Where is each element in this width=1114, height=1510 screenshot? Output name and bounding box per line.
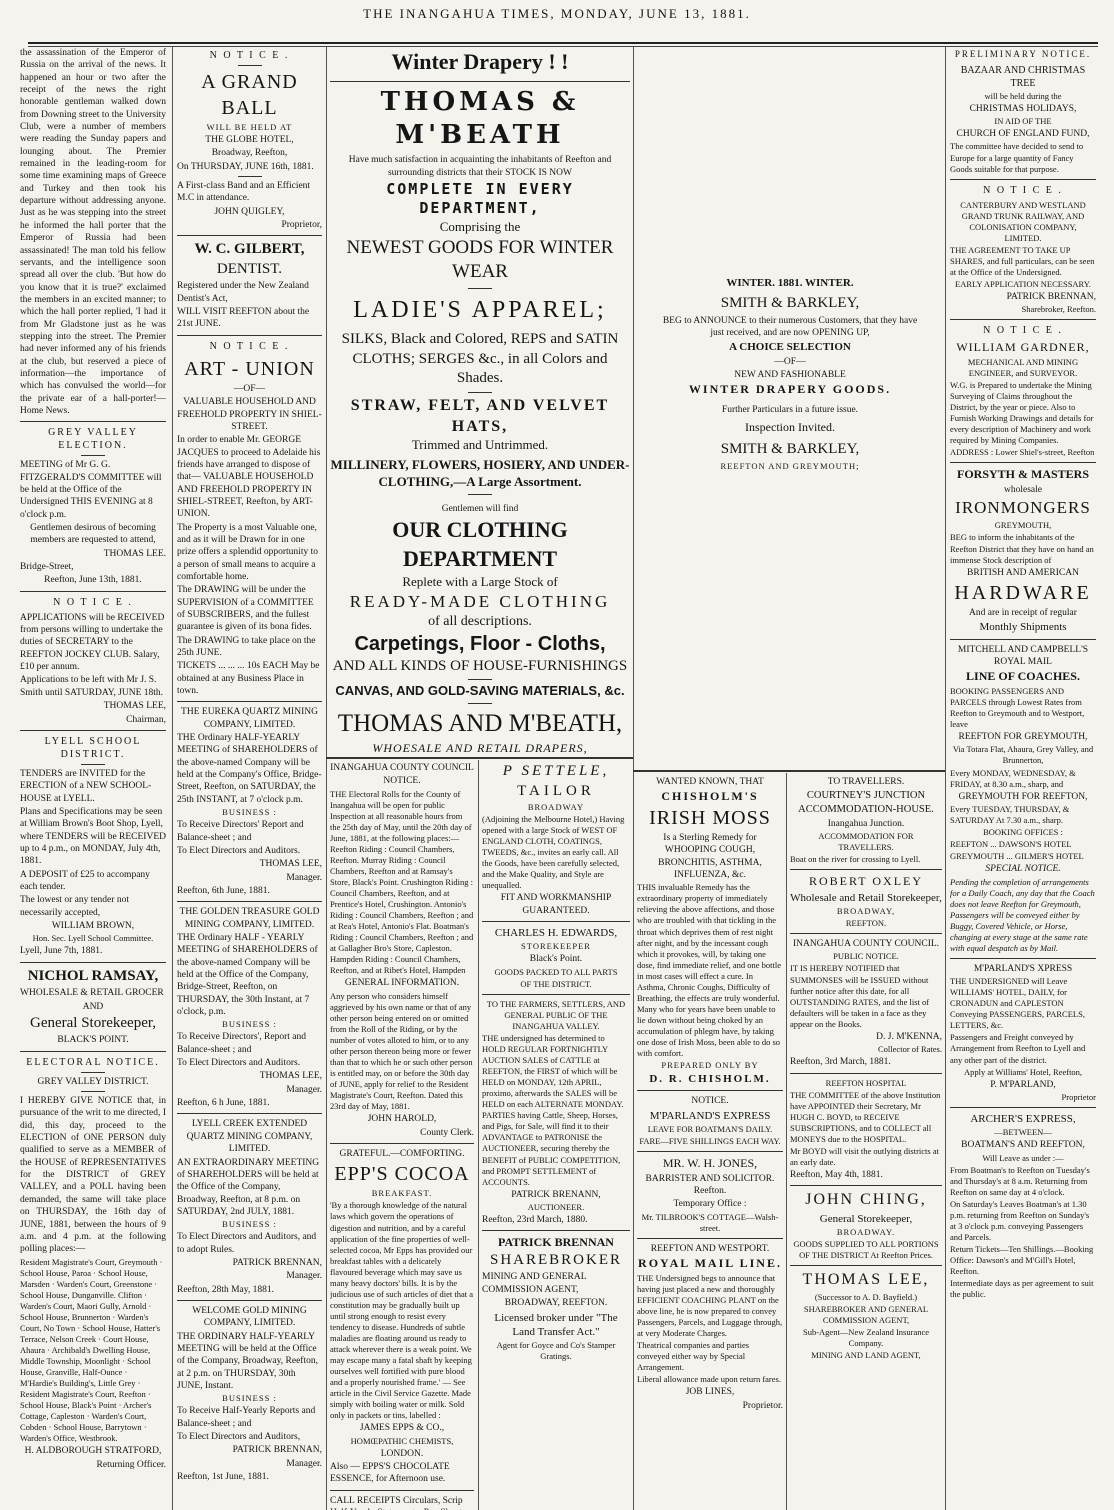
royal-mail-heading: ROYAL MAIL LINE.: [638, 1256, 782, 1271]
electoral-notice-heading: ELECTORAL NOTICE.: [26, 1056, 160, 1068]
drapery-clothing-department: OUR CLOTHING DEPARTMENT: [392, 517, 568, 572]
grey-valley-election-heading: GREY VALLEY ELECTION.: [48, 427, 138, 452]
coaches-schedule-2: Every TUESDAY, THURSDAY, & SATURDAY At 7.30 a.m., sharp.: [950, 803, 1070, 825]
gilbert-name: W. C. GILBERT,: [194, 241, 305, 258]
jockey-club-text: APPLICATIONS will be RECEIVED from persons willing to undertake the duties of SECRETARY to the REEFTON JOCKEY CLUB. Salary, £10 per annum.: [20, 612, 165, 673]
coaches-greymouth-reefton: GREYMOUTH FOR REEFTON,: [958, 791, 1088, 802]
epps-firm: JAMES EPPS & CO.,: [359, 1423, 445, 1434]
art-union-text-1: VALUABLE HOUSEHOLD AND FREEHOLD PROPERTY IN SHIEL-STREET.: [177, 397, 322, 432]
notice-heading: N O T I C E .: [53, 596, 133, 608]
county-council-heading: INANGAHUA COUNTY COUNCIL.: [792, 939, 940, 950]
jones-office: Temporary Office :: [673, 1199, 747, 1210]
drapery-millinery: MILLINERY, FLOWERS, HOSIERY, AND UNDER-CLOTHING,—A Large Assortment.: [330, 457, 630, 490]
irish-moss-remedy: Is a Sterling Remedy for WHOOPING COUGH, BRONCHITIS, ASTHMA, INFLUENZA, &c.: [658, 832, 762, 880]
grand-ball-role: Proprietor,: [281, 220, 322, 231]
brennan-broker-name: PATRICK BRENNAN: [498, 1235, 614, 1250]
archers-text-2: On Saturday's Leaves Boatman's at 1.30 p.m. returning from Reefton on Sunday's at 3 o'clock p.m. conveying Passengers and Parcels.: [950, 1198, 1090, 1243]
county-council-role: Collector of Rates.: [878, 1044, 942, 1055]
brennan-broker-text: MINING AND GENERAL COMMISSION AGENT,: [482, 1272, 587, 1295]
eureka-item-1: To Receive Directors' Report and Balance-sheet ; and: [177, 820, 304, 843]
column-divider: [172, 46, 173, 1510]
column-divider: [633, 46, 634, 1510]
royal-mail-role: Proprietor.: [742, 1400, 783, 1411]
electoral-district: GREY VALLEY DISTRICT.: [37, 1076, 149, 1087]
eureka-item-2: To Elect Directors and Auditors.: [177, 845, 301, 856]
mparland-express: M'PARLAND'S EXPRESS: [649, 1109, 771, 1122]
mparland-xpress-role: Proprietor: [1061, 1091, 1096, 1102]
forsyth-text: BEG to inform the inhabitants of the Reefton District that they have on hand an immense Stock description of: [950, 532, 1094, 565]
county-council-signature: D. J. M'KENNA,: [876, 1031, 942, 1042]
welcome-gold-business: BUSINESS :: [222, 1393, 277, 1404]
railway-signature: PATRICK BRENNAN,: [1006, 291, 1096, 302]
masthead-rule: [28, 42, 1098, 44]
lyell-school-heading: LYELL SCHOOL DISTRICT.: [44, 735, 142, 760]
inangahua-council-text: THE Electoral Rolls for the County of Inangahua will be open for public Inspection at all reasonable hours from the 25th day of May, until the 20th day of June, 1881, at the following places:— Reefton Riding : Council Chambers, Reefton. Murray Riding : Council Chambers, Reefton and at Ramsay's Store, Black's Point. Crushington Riding : Council Chambers, Reefton, and at Prentice's Hotel, Crushington. Antonio's Riding : Council Chambers, Reefton ; and at Rea's Hotel, Antonio's Flat. Boatman's Riding : Council Chambers, Reefton ; and at Gallagher Bro's Store, Capleston. Hampden Riding : Council Chambers, Reefton, and at Ribet's Hotel, Hampden: [330, 788, 474, 976]
nichol-ramsay-name: NICHOL RAMSAY,: [27, 967, 159, 984]
royal-mail-text: THE Undersigned begs to announce that having just placed a new and thoroughly EFFICIENT COACHING PLANT on the above line, he is now prepared to convey Passengers, Parcels, and Luggage through, at very Moderate Charges.: [637, 1272, 783, 1339]
grey-valley-signature: THOMAS LEE.: [103, 548, 166, 559]
brennan-auction-signature: PATRICK BRENANN,: [511, 1189, 601, 1200]
coaches-reefton-greymouth: REEFTON FOR GREYMOUTH,: [958, 732, 1088, 743]
lyell-school-text: TENDERS are INVITED for the ERECTION of a NEW SCHOOL-HOUSE at LYELL.: [20, 768, 152, 804]
edwards-goods-2: OF THE DISTRICT.: [520, 978, 592, 989]
gardner-text: W.G. is Prepared to undertake the Mining Surveying of Claims throughout the District, by the year or piece. Also to Furnish Working Drawings and details for every description of Machinery and work required by Mining Companies.: [950, 380, 1094, 446]
council-clerk-role: County Clerk.: [420, 1127, 474, 1138]
lyell-school-signature: WILLIAM BROWN,: [51, 920, 135, 931]
electoral-text: I HEREBY GIVE NOTICE that, in pursuance of the writ to me directed, I did, this day, proceed to the ELECTION of ONE PERSON duly qualified to serve as a MEMBER of the HOUSE of REPRESENTATIVES for the DISTRICT of GREY VALLEY, and a POLL having been demanded, the same will take place on THURSDAY, the 16th day of JUNE, 1881, between the hours of 9 a.m. and 4 p.m. at the following polling places:—: [20, 1096, 166, 1255]
coaches-text: BOOKING PASSENGERS AND PARCELS through Lowest Rates from Reefton to Greymouth and to Westport, leave: [950, 685, 1085, 730]
electoral-role: Returning Officer.: [96, 1459, 166, 1470]
jones-name: MR. W. H. JONES,: [662, 1156, 758, 1171]
welcome-gold-date: Reefton, 1st June, 1881.: [177, 1472, 269, 1483]
epps-city: LONDON.: [380, 1448, 424, 1459]
travellers-heading: TO TRAVELLERS.: [827, 777, 905, 787]
county-council-public-notice: PUBLIC NOTICE.: [833, 951, 899, 962]
railway-application: EARLY APPLICATION NECESSARY.: [955, 278, 1091, 289]
art-union-text-3: The Property is a most Valuable one, and as it will be Drawn for in one prize offers a splendid opportunity to a person of small means to acquire a comfortable home.: [177, 522, 318, 582]
thomas-lee-role: SHAREBROKER AND GENERAL COMMISSION AGENT,: [803, 1304, 929, 1326]
forsyth-shipments: Monthly Shipments: [979, 621, 1067, 634]
drapery-ladies-apparel: LADIE'S APPAREL;: [353, 297, 607, 324]
smith-barkley-of: —OF—: [774, 356, 806, 367]
advert-divider: [633, 770, 945, 772]
mitchell-campbell-heading: MITCHELL AND CAMPBELL'S ROYAL MAIL: [957, 644, 1089, 667]
edwards-goods: GOODS PACKED TO ALL PARTS: [494, 966, 618, 977]
lyell-creek-date: Reefton, 28th May, 1881.: [177, 1284, 275, 1295]
drapery-descriptions: of all descriptions.: [428, 613, 532, 629]
royal-mail-signature: JOB LINES,: [685, 1387, 735, 1398]
hospital-date: Reefton, May 4th, 1881.: [790, 1169, 883, 1180]
coaches-special-text: Pending the completion of arrangements for a Daily Coach, any day that the Coach does not leave Reefton for Greymouth, Passengers will be conveyed either by Buggy, Covered Vehicle, or Horse, changing at every stage at the same rate with equal despatch as by Mail.: [950, 876, 1095, 953]
john-ching-trade: General Storekeeper,: [819, 1213, 913, 1226]
forsyth-hardware: HARDWARE: [954, 581, 1092, 604]
forsyth-ironmongers: IRONMONGERS: [955, 498, 1091, 518]
drapery-firm-footer: THOMAS AND M'BEATH,: [337, 710, 623, 738]
brennan-auction-text: THE undersigned has determined to HOLD REGULAR FORTNIGHTLY AUCTION SALES of CATTLE at REEFTON, the FIRST of which will be HELD on MONDAY, 12th APRIL, proximo, afterwards the SALES will be HELD on each ALTERNATE MONDAY. PARTIES having Cattle, Sheep, Horses, and Pigs, for Sale, will find it to their ADVANTAGE to PATRONISE the AUCTIONEER, securing thereby the BENEFIT of PUBLIC COMPETITION, and PROMPT SETTLEMENT of ACCOUNTS.: [482, 1032, 624, 1187]
irish-moss-text: THIS invaluable Remedy has the extraordinary property of immediately relieving the above affections, and those who are troubled with that tickling in the throat which deprives them of rest night after night, and by the incessant cough which it provokes, will, by taking one dose, find immediate relief, and one bottle in most cases will effect a cure. In Asthma, Chronic Coughs, Difficulty of Breathing, the effects are truly wonderful. Many who for years have been unable to lie down without being choked by an accumulation of phlegm have, by taking one dose of Irish Moss, been able to do so with comfort.: [637, 882, 781, 1059]
drapery-hats: STRAW, FELT, AND VELVET HATS,: [350, 396, 610, 435]
column-3b: [482, 762, 630, 1510]
nichol-ramsay-place: BLACK'S POINT.: [57, 1035, 129, 1046]
eureka-signature: THOMAS LEE,: [259, 859, 322, 870]
mparland-xpress-signature: P. M'PARLAND,: [990, 1079, 1056, 1090]
bazaar-aid: IN AID OF THE: [994, 116, 1052, 127]
oxley-trade: Wholesale and Retail Storekeeper,: [790, 891, 942, 904]
edwards-name: CHARLES H. EDWARDS,: [494, 927, 618, 940]
eureka-business: BUSINESS :: [222, 807, 277, 818]
grand-ball-title: A GRAND BALL: [201, 71, 298, 119]
column-3a: [330, 762, 474, 1510]
bazaar-title: BAZAAR AND CHRISTMAS TREE: [960, 64, 1086, 89]
grand-ball-band: A First-class Band and an Efficient M.C in attendance.: [177, 181, 311, 204]
smith-barkley-inspection: Inspection Invited.: [745, 420, 835, 435]
epps-grateful: GRATEFUL.—COMFORTING.: [339, 1149, 465, 1160]
column-divider: [945, 46, 946, 1510]
coaches-via: Via Totara Flat, Ahaura, Grey Valley, and Brunnerton,: [952, 744, 1094, 766]
nichol-ramsay-storekeeper: General Storekeeper,: [30, 1014, 156, 1031]
irish-moss-title: IRISH MOSS: [649, 806, 771, 829]
lyell-creek-signature: PATRICK BRENNAN,: [232, 1257, 322, 1268]
archers-under: Will Leave as under :—: [982, 1152, 1064, 1163]
golden-treasure-date: Reefton, 6 h June, 1881.: [177, 1098, 270, 1109]
gardner-name: WILLIAM GARDNER,: [956, 340, 1090, 355]
golden-treasure-heading: THE GOLDEN TREASURE GOLD MINING COMPANY, LIMITED.: [179, 907, 320, 930]
coaches-schedule-1: Every MONDAY, WEDNESDAY, & FRIDAY, at 8.30 a.m., sharp, and: [950, 767, 1076, 789]
welcome-gold-item-1: To Receive Half-Yearly Reports and Balance-sheet ; and: [177, 1406, 316, 1429]
smith-barkley-fashionable: NEW AND FASHIONABLE: [734, 370, 846, 381]
welcome-gold-role: Manager.: [286, 1458, 322, 1469]
john-ching-goods: GOODS SUPPLIED TO ALL PORTIONS OF THE DISTRICT At Reefton Prices.: [793, 1239, 939, 1261]
gardner-address: ADDRESS : Lower Shiel's-street, Reefton: [950, 447, 1095, 458]
reefton-westport-heading: REEFTON AND WESTPORT.: [650, 1243, 770, 1254]
brennan-broker-licence: Licensed broker under "The Land Transfer Act.": [494, 1311, 618, 1338]
column-divider: [786, 773, 787, 1510]
forsyth-regular: And are in receipt of regular: [969, 607, 1077, 618]
epps-cocoa-title: EPP'S COCOA: [334, 1163, 470, 1186]
drapery-ready-made: READY-MADE CLOTHING: [349, 591, 611, 611]
gilbert-text-2: WILL VISIT REEFTON about the 21st JUNE.: [177, 307, 310, 330]
grey-valley-date: Reefton, June 13th, 1881.: [44, 575, 142, 586]
call-receipts-text: CALL RECEIPTS Circulars, Scrip: [330, 1495, 463, 1506]
smith-barkley-towns: REEFTON AND GREYMOUTH;: [720, 460, 860, 471]
welcome-gold-item-2: To Elect Directors and Auditors,: [177, 1432, 301, 1443]
brennan-auction-role: AUCTIONEER.: [527, 1201, 585, 1212]
column-divider: [326, 46, 327, 1510]
eureka-role: Manager.: [286, 872, 322, 883]
hospital-heading: REEFTON HOSPITAL: [825, 1077, 907, 1088]
jockey-club-role: Chairman,: [126, 714, 166, 725]
art-union-text-5: The DRAWING to take place on the 25th JUNE.: [177, 635, 316, 659]
smith-barkley-text-1: BEG to ANNOUNCE to their numerous Customers, that they have just received, and are now OPENING UP,: [662, 315, 918, 339]
inangahua-council-heading: INANGAHUA COUNTY COUNCIL: [330, 763, 474, 773]
grand-ball-text-1: WILL BE HELD AT: [206, 122, 293, 132]
brennan-broker-agent: Agent for Goyce and Co's Stamper Gratings.: [496, 1340, 616, 1362]
lyell-creek-text: AN EXTRAORDINARY MEETING of SHAREHOLDERS will be held at the Office of the Company, Broadway, Reefton, at 8 p.m. on SATURDAY, 2nd JULY, 1881.: [177, 1157, 320, 1217]
oxley-place: BROADWAY,: [836, 906, 896, 916]
grey-valley-text-2: Gentlemen desirous of becoming members are requested to attend,: [30, 523, 156, 546]
nichol-ramsay-and: AND: [82, 1001, 104, 1012]
royal-mail-text-2: Theatrical companies and parties conveyed either way by Special Arrangement.: [637, 1340, 750, 1373]
art-union-of: —OF—: [233, 383, 266, 394]
jones-text: BARRISTER AND SOLICITOR. Reefton.: [645, 1173, 775, 1197]
drapery-replete: Replete with a Large Stock of: [402, 573, 558, 589]
mparland-notice: NOTICE.: [691, 1096, 729, 1107]
mparland-xpress-apply: Apply at Williams' Hotel, Reefton,: [963, 1066, 1083, 1077]
edwards-place: Black's Point.: [529, 954, 583, 965]
coaches-special-notice: SPECIAL NOTICE.: [985, 864, 1061, 875]
art-union-text-4: The DRAWING will be under the SUPERVISION of a COMMITTEE of SUBSCRIBERS, and the fullest guarantee is given of its bona fides.: [177, 585, 314, 633]
drapery-comprising: Comprising the: [439, 218, 521, 234]
hospital-text: THE COMMITTEE of the above Institution have APPOINTED their Secretary, Mr HUGH C. BOYD, to RECEIVE SUBSCRIPTIONS, and to COLLECT all MONEYS due to the HOSPITAL.: [790, 1089, 941, 1144]
general-information-text: Any person who considers himself aggrieved by his own name or that of any other person being entered on or omitted from the Roll of the Riding, or by the number of votes alloted to him, or to any other person thereon being more or fewer than that to which he or such other person is entitled may, on or before the 30th day of JUNE, apply for relief to the Resident Magistrate's Court, Reefton. Dated this 23rd day of May, 1881.: [330, 990, 473, 1112]
drapery-text-1: Have much satisfaction in acquainting the inhabitants of Reefton and surrounding districts that their STOCK IS NOW: [348, 155, 612, 178]
electoral-polling-places: Resident Magistrate's Court, Greymouth · School House, Paroa · School House, Marsden · Warden's Court, Greenstone · School House, Dunganville. Clifton · Warden's Court, Maori Gully, Arnold · School House, Brunnerton · Warden's Court, No Town · School House, Hatter's Terrace, Nelson Creek · Court House, Ahaura · Archibald's Dwelling House, Middle Township, Moonlight · School House, Granville, Half-Ounce · M'Hardie's Building's, Little Grey · Resident Magistrate's Court, Reefton · School House, Black's Point · Archer's Cottage, Capleston · Warden's Court, Cobden · School House, Barrytown · Warden's Office, Westbrook.: [20, 1256, 163, 1444]
brennan-broker-place: BROADWAY, REEFTON.: [504, 1298, 608, 1309]
hospital-text-2: Mr BOYD will visit the outlying districts at an early date.: [790, 1145, 939, 1167]
thomas-lee-mining: MINING AND LAND AGENT,: [811, 1350, 921, 1361]
jockey-club-signature: THOMAS LEE,: [103, 701, 166, 712]
chisholm-name: CHISHOLM'S: [661, 789, 759, 804]
archers-text-1: From Boatman's to Reefton on Tuesday's and Thursday's at 8 a.m. Returning from Reefton on same day at 4 o'clock.: [950, 1164, 1090, 1197]
coaches-booking: BOOKING OFFICES :: [983, 827, 1063, 838]
settele-fit: FIT AND WORKMANSHIP GUARANTEED.: [500, 893, 612, 916]
mparland-daily: LEAVE FOR BOATMAN'S DAILY.: [647, 1124, 773, 1135]
archers-text-4: Intermediate days as per agreement to suit the public.: [950, 1278, 1094, 1300]
county-council-text: IT IS HEREBY NOTIFIED that SUMMONSES will be ISSUED without further notice after this date, for all OUTSTANDING RATES, and the list of defaulters will be taken in a face as they appear on the Books.: [790, 963, 930, 1029]
gardner-role: MECHANICAL AND MINING ENGINEER, and SURVEYOR.: [967, 356, 1079, 379]
grand-ball-date: On THURSDAY, JUNE 16th, 1881.: [177, 161, 314, 172]
courtney-place: Inangahua Junction.: [827, 818, 905, 829]
gardner-notice-heading: N O T I C E .: [983, 325, 1063, 337]
epps-chemists: HOMŒPATHIC CHEMISTS,: [350, 1435, 454, 1446]
art-union-text-6: TICKETS ... ... ... 10s EACH May be obtained at any Business Place in town.: [177, 661, 320, 697]
epps-text: 'By a thorough knowledge of the natural laws which govern the operations of digestion and nutrition, and by a careful application of the fine properties of well-selected cocoa, Mr Epps has provided our breakfast tables with a delicately flavoured beverage which may save us many heavy doctors' bills. It is by the judicious use of such articles of diet that a constitution may be gradually built up until strong enough to resist every tendency to disease. Hundreds of subtle maladies are floating around us ready to attack wherever there is a weak point. We may escape many a fatal shaft by keeping ourselves well fortified with pure blood and a properly nourished frame.' — See article in the Civil Service Gazette. Made simply with boiling water or milk. Sold only in packets or tins, labelled :: [330, 1200, 474, 1421]
welcome-gold-signature: PATRICK BRENNAN,: [232, 1445, 322, 1456]
grey-valley-address: Bridge-Street,: [20, 562, 74, 573]
coaches-office-greymouth: GREYMOUTH ... GILMER'S HOTEL: [950, 851, 1084, 862]
preliminary-notice-heading: PRELIMINARY NOTICE.: [954, 49, 1092, 59]
lyell-school-text-4: The lowest or any tender not necessarily accepted,: [20, 895, 129, 918]
settele-text: (Adjoining the Melbourne Hotel,) Having opened with a large Stock of WEST OF ENGLAND CLOTH, COATINGS, TWEEDS, &c., invites an early call. All the Goods, have been carefully selected, and the Make Quality, and Style are unequalled.: [482, 814, 625, 891]
brennan-auction-date: Reefton, 23rd March, 1880.: [482, 1215, 588, 1226]
smith-barkley-winter: WINTER. 1881. WINTER.: [726, 277, 854, 289]
art-union-notice-heading: N O T I C E .: [209, 340, 290, 352]
forsyth-british: BRITISH AND AMERICAN: [967, 567, 1079, 578]
golden-treasure-role: Manager.: [286, 1084, 322, 1095]
settele-trade: TAILOR: [517, 782, 595, 799]
thomas-lee-name: THOMAS LEE,: [802, 1271, 930, 1289]
john-ching-place: BROADWAY.: [836, 1227, 896, 1238]
royal-mail-text-3: Liberal allowance made upon return fares.: [637, 1374, 781, 1385]
mparland-xpress-text: THE UNDERSIGNED will Leave WILLIAMS' HOTEL, DAILY, for CRONADUN and CAPLESTON Conveying PASSENGERS, PARCELS, LETTERS, &c.: [950, 976, 1085, 1031]
courtney-junction: COURTNEY'S JUNCTION ACCOMMODATION-HOUSE.: [798, 790, 934, 815]
column-4a: [637, 775, 783, 1510]
irish-moss-prepared: PREPARED ONLY BY: [661, 1060, 759, 1071]
grand-ball-place: Broadway, Reefton,: [211, 148, 288, 159]
column-divider: [478, 760, 479, 1510]
column-1: [20, 46, 166, 1510]
oxley-name: ROBERT OXLEY: [808, 874, 924, 889]
brennan-auction-heading: TO THE FARMERS, SETTLERS, AND GENERAL PUBLIC OF THE INANGAHUA VALLEY.: [486, 998, 626, 1031]
lyell-creek-item-1: To Elect Directors and Auditors, and to adopt Rules.: [177, 1232, 317, 1255]
art-union-title: ART - UNION: [184, 357, 315, 380]
john-ching-name: JOHN CHING,: [805, 1191, 927, 1209]
settele-name: P SETTELE,: [502, 763, 610, 779]
thomas-mbeath-advert: [330, 46, 630, 756]
mparland-xpress-text-2: Passengers and Freight conveyed by Arrangement from Reefton to Lyell and any other part of the district.: [950, 1032, 1086, 1065]
thomas-lee-insurance: Sub-Agent—New Zealand Insurance Company.: [802, 1327, 930, 1349]
settele-place: BROADWAY: [527, 802, 585, 812]
lyell-creek-business: BUSINESS :: [222, 1219, 277, 1230]
forsyth-place: GREYMOUTH,: [994, 520, 1052, 531]
forsyth-masters-name: FORSYTH & MASTERS: [956, 467, 1090, 482]
thomas-lee-successor: (Successor to A. D. Bayfield.): [814, 1292, 918, 1303]
story-text: the assassination of the Emperor of Russia on the arrival of the news. It happened an hour or two after the receipt of the news the right honorable gentleman walked down from Downing street to the University Club, were a number of members were reading the Sunday papers and lounging about. The Premier remained in the leading-room for some time examining maps of Greece and Turkey and then took his departure without addressing anyone. Just as he was stepping into the street he informed the hall porter that the Emperor of Russia had been assassinated! The man told his fellow servants, and the intelligence soon spread all over the club. 'But how do you know that it is true?' exclaimed the members in an excited manner; to which the hall porter replied, 'I had it from Mr Gladstone just as he was stepping into the street. The Premier had never informed any of his friends at the club, but reserved a piece of information—the importance of which has convulsed the world—for the private ear of a hall-porter!—Home News.: [20, 48, 166, 416]
ball-notice-heading: N O T I C E .: [209, 50, 290, 61]
drapery-trimmed: Trimmed and Untrimmed.: [411, 437, 549, 453]
railway-heading: CANTERBURY AND WESTLAND GRAND TRUNK RAILWAY, AND COLONISATION COMPANY, LIMITED.: [960, 199, 1086, 243]
archers-route: BOATMAN'S AND REEFTON,: [961, 1140, 1085, 1151]
inangahua-council-notice: NOTICE.: [383, 776, 421, 787]
advert-divider: [326, 757, 633, 759]
drapery-complete: COMPLETE IN EVERY DEPARTMENT,: [386, 179, 574, 218]
golden-treasure-business: BUSINESS :: [222, 1019, 277, 1030]
county-council-date: Reefton, 3rd March, 1881.: [790, 1057, 891, 1068]
eureka-heading: THE EUREKA QUARTZ MINING COMPANY, LIMITED.: [181, 707, 318, 730]
winter-drapery-title: Winter Drapery ! !: [391, 49, 569, 74]
golden-treasure-signature: THOMAS LEE,: [259, 1071, 322, 1082]
bazaar-fund: CHURCH OF ENGLAND FUND,: [956, 129, 1090, 140]
eureka-text: THE Ordinary HALF-YEARLY MEETING of SHAREHOLDERS of the above-named Company will be held at the Company's Office, Bridge-Street, Reefton, on SATURDAY, the 25th INSTANT, at 7 o'clock p.m.: [177, 733, 322, 805]
council-clerk-signature: JOHN HAROLD,: [367, 1114, 437, 1125]
bazaar-text-1: will be held during the: [984, 90, 1062, 101]
drapery-silks: SILKS, Black and Colored, REPS and SATIN CLOTHS; SERGES &c., in all Colors and Shades.: [341, 331, 619, 387]
mparland-fare: FARE—FIVE SHILLINGS EACH WAY.: [639, 1136, 781, 1147]
bazaar-holidays: CHRISTMAS HOLIDAYS,: [969, 103, 1077, 114]
edwards-trade: STOREKEEPER: [521, 941, 591, 952]
oxley-town: REEFTON.: [845, 918, 887, 929]
column-4b: [790, 775, 942, 1510]
nichol-ramsay-trade: WHOLESALE & RETAIL GROCER: [20, 988, 164, 999]
brennan-broker-role: SHAREBROKER: [489, 1251, 623, 1268]
jones-address: Mr. TILBROOK'S COTTAGE—Walsh-street.: [641, 1211, 779, 1233]
gilbert-text: Registered under the New Zealand Dentist's Act,: [177, 281, 309, 304]
grand-ball-hotel: THE GLOBE HOTEL,: [205, 135, 294, 146]
golden-treasure-item-2: To Elect Directors and Auditors.: [177, 1058, 301, 1069]
smith-barkley-firm-footer: SMITH & BARKLEY,: [720, 441, 860, 457]
golden-treasure-item-1: To Receive Directors', Report and Balance-sheet ; and: [177, 1032, 306, 1055]
welcome-gold-text: THE ORDINARY HALF-YEARLY MEETING will be held at the Office of the Company, Broadway, Reefton, at 2 p.m. on THURSDAY, 30th JUNE, Instant.: [177, 1331, 318, 1392]
thomas-mbeath-firm: THOMAS & M'BEATH: [380, 86, 580, 151]
welcome-gold-heading: WELCOME GOLD MINING COMPANY, LIMITED.: [192, 1306, 307, 1329]
general-information-heading: GENERAL INFORMATION.: [344, 978, 460, 989]
epps-breakfast: BREAKFAST.: [371, 1188, 433, 1199]
drapery-newest-goods: NEWEST GOODS FOR WINTER WEAR: [346, 236, 614, 283]
lyell-school-text-2: Plans and Specifications may be seen at William Brown's Boot Shop, Lyell, where TENDERS will be RECEIVED up to 4 p.m., on MONDAY, July 4th, 1881.: [20, 806, 166, 867]
masthead: [0, 0, 1114, 40]
column-2: [177, 46, 322, 1510]
lyell-creek-role: Manager.: [286, 1271, 322, 1282]
drapery-gentlemen: Gentlemen will find: [441, 504, 519, 515]
archers-between: —BETWEEN—: [994, 1127, 1052, 1138]
archers-express-heading: ARCHER'S EXPRESS,: [970, 1113, 1076, 1125]
art-union-text-2: In order to enable Mr. GEORGE JACQUES to proceed to Adelaide his friends have arranged to dispose of that— VALUABLE HOUSEHOLD AND FREEHOLD PROPERTY IN SHIEL-STREET, Reefton, by ART-UNION.: [177, 435, 321, 520]
masthead-title: THE INANGAHUA TIMES, MONDAY, JUNE 13, 1881.: [363, 6, 751, 21]
forsyth-wholesale: wholesale: [1004, 484, 1042, 495]
epps-chocolate: Also — EPPS'S CHOCOLATE ESSENCE, for Afternoon use.: [330, 1462, 450, 1485]
electoral-signature: H. ALDBOROUGH STRATFORD,: [24, 1446, 162, 1457]
railway-role: Sharebroker, Reefton.: [1021, 304, 1096, 315]
lyell-creek-heading: LYELL CREEK EXTENDED QUARTZ MINING COMPANY, LIMITED.: [186, 1119, 313, 1155]
golden-treasure-text: THE Ordinary HALF - YEARLY MEETING of SHAREHOLDERS of the above-named Company will be held at the Office of the Company, Bridge-Street, Reefton, on THURSDAY, the 30th Instant, at 7 o'clock, p.m.: [177, 932, 318, 1018]
drapery-carpetings: Carpetings, Floor - Cloths,: [354, 632, 606, 655]
grey-valley-text: MEETING of Mr G. G. FITZGERALD'S COMMITTEE will be held at the Office of the Undersigned THIS EVENING at 8 o'clock p.m.: [20, 460, 162, 520]
railway-text: THE AGREEMENT TO TAKE UP SHARES, and full particulars, can be seen at the Office of the Undersigned.: [950, 244, 1095, 277]
coaches-office-reefton: REEFTON ... DAWSON'S HOTEL: [950, 839, 1072, 850]
smith-barkley-firm: SMITH & BARKLEY,: [720, 295, 860, 312]
chisholm-wanted: WANTED KNOWN, THAT: [656, 777, 764, 787]
column-5: [950, 46, 1096, 1510]
irish-moss-maker: D. R. CHISHOLM.: [649, 1073, 771, 1086]
courtney-boat: Boat on the river for crossing to Lyell.: [790, 854, 921, 865]
bazaar-text-2: The committee have decided to send to Europe for a large quantity of Fancy Goods suitable for that purpose.: [950, 141, 1084, 174]
jockey-club-text-2: Applications to be left with Mr J. S. Smith until SATURDAY, JUNE 18th.: [20, 675, 164, 698]
lyell-school-role: Hon. Sec. Lyell School Committee.: [32, 933, 154, 944]
railway-notice-heading: N O T I C E .: [983, 184, 1063, 196]
smith-barkley-particulars: Further Particulars in a future issue.: [721, 405, 859, 416]
smith-barkley-goods: WINTER DRAPERY GOODS.: [688, 382, 892, 397]
gilbert-dentist: DENTIST.: [216, 260, 283, 277]
smith-barkley-selection: A CHOICE SELECTION: [729, 341, 851, 354]
archers-text-3: Return Tickets—Ten Shillings.—Booking Office: Dawson's and M'Gill's Hotel, Reefton.: [950, 1244, 1094, 1277]
grand-ball-signature: JOHN QUIGLEY,: [214, 206, 285, 217]
mparland-xpress-heading: M'PARLAND'S XPRESS: [973, 963, 1073, 974]
eureka-date: Reefton, 6th June, 1881.: [177, 885, 270, 896]
lyell-school-date: Lyell, June 7th, 1881.: [20, 946, 103, 957]
drapery-canvas: CANVAS, AND GOLD-SAVING MATERIALS, &c.: [335, 683, 625, 699]
coaches-title: LINE OF COACHES.: [966, 669, 1080, 684]
drapery-wholesale: WHOESALE AND RETAIL DRAPERS,: [372, 740, 588, 755]
lyell-school-text-3: A DEPOSIT of £25 to accompany each tender.: [20, 869, 150, 892]
drapery-house-furnishings: AND ALL KINDS OF HOUSE-FURNISHINGS: [332, 657, 628, 674]
courtney-accommodation: ACCOMMODATION FOR TRAVELLERS.: [818, 830, 914, 853]
